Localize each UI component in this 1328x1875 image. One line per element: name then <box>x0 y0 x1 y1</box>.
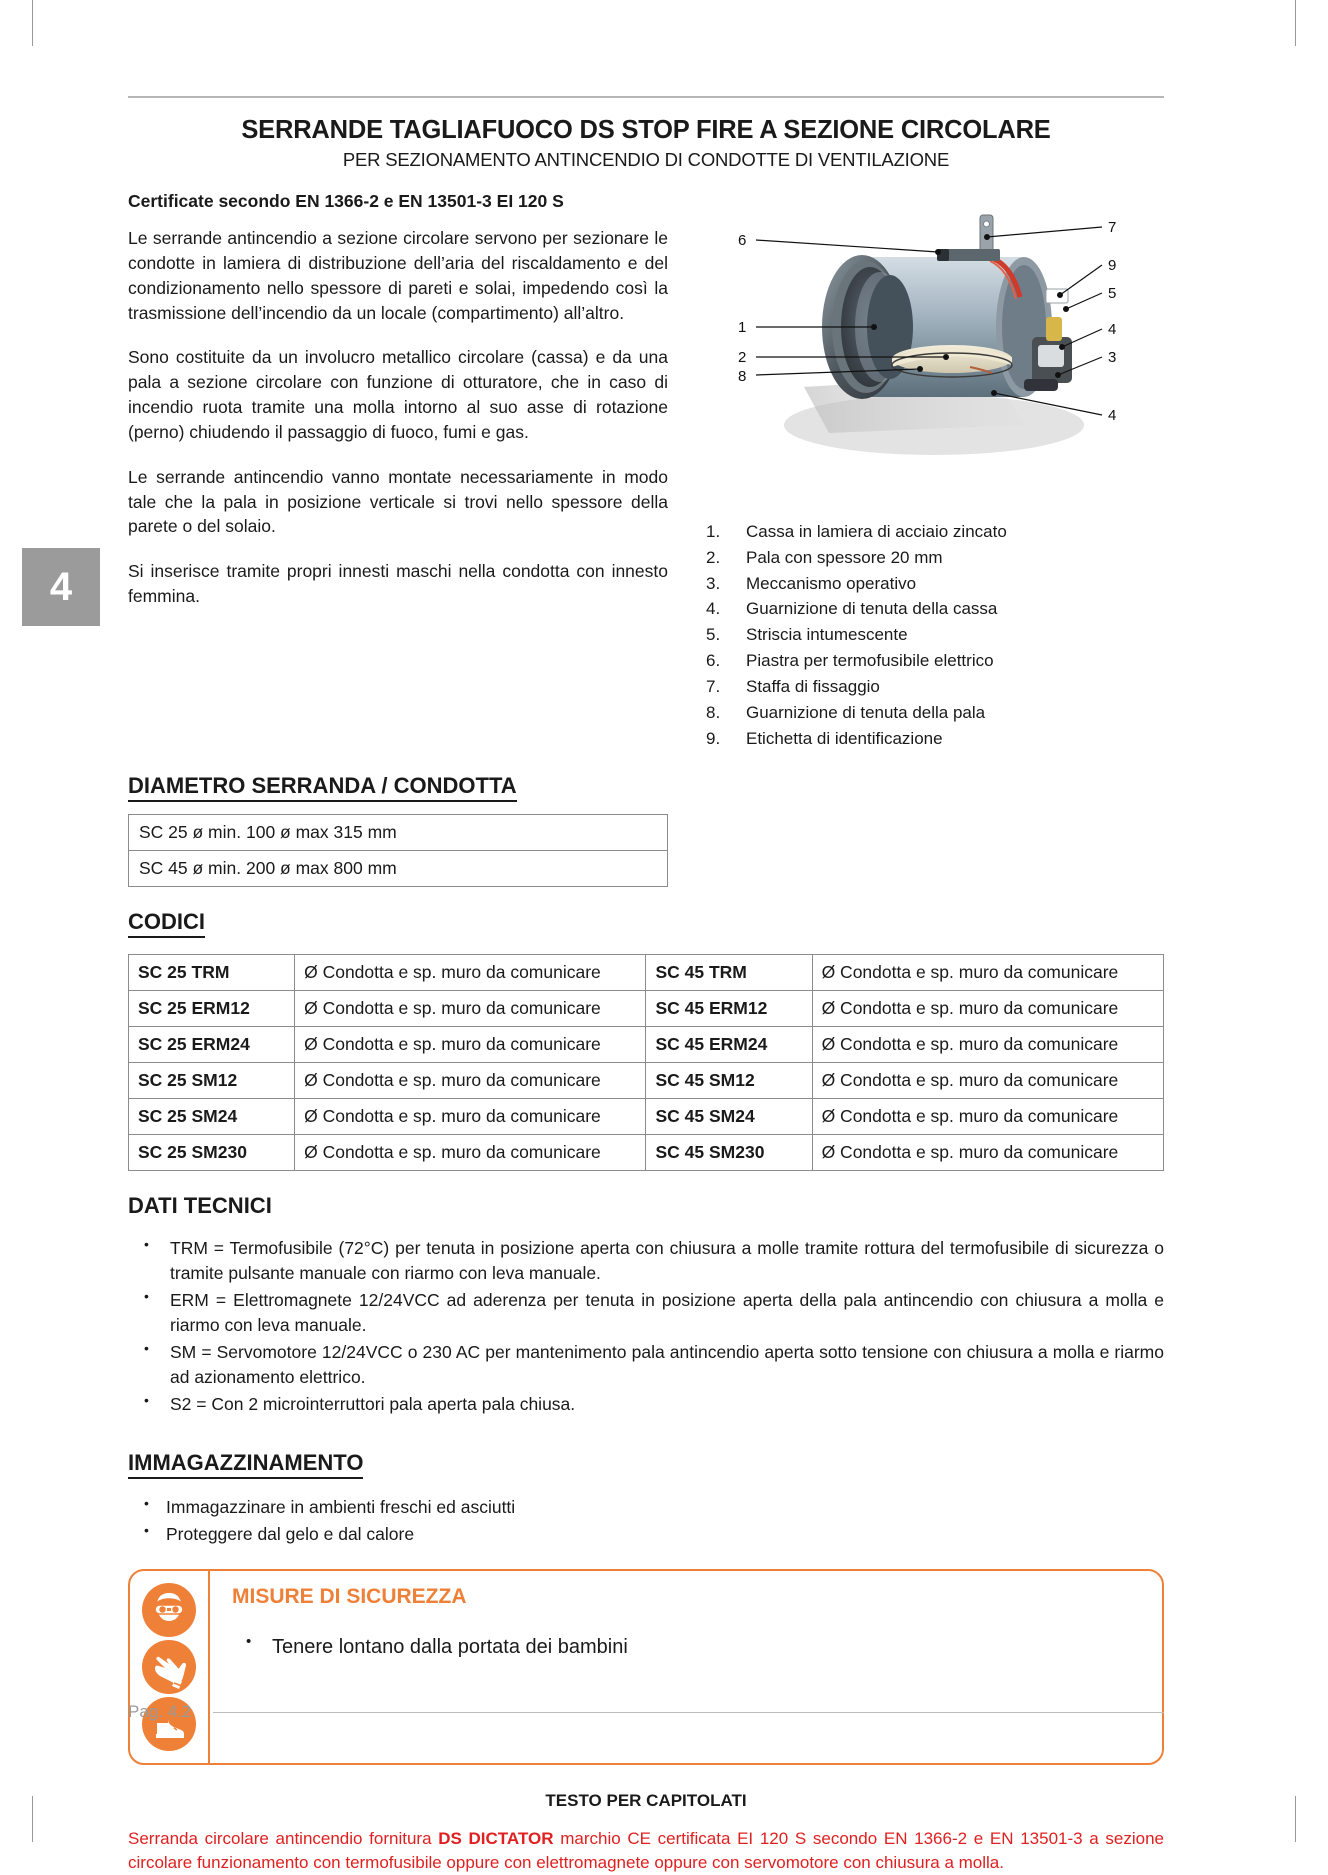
capitolati-text-after: marchio CE certificata EI 120 S secondo EN 1366-2 e EN 13501-3 a sezione circolare funzionamento con termofusibile oppure con elettromagnete oppure con servomotore con chiusura a molla. <box>128 1828 1165 1873</box>
figure-callout-6: 6 <box>738 232 747 249</box>
intro-paragraph-4: Si inserisce tramite propri innesti maschi nella condotta con innesto femmina. <box>128 561 668 607</box>
desc-cell: Ø Condotta e sp. muro da comunicare <box>812 1099 1163 1135</box>
legend-number: 8. <box>706 702 721 722</box>
desc-cell: Ø Condotta e sp. muro da comunicare <box>812 1063 1163 1099</box>
table-row <box>129 955 1164 991</box>
list-item: • ERM = Elettromagnete 12/24VCC ad aderenza per tenuta in posizione aperta della pala antincendio con chiusura a molla e riarmo con leva manuale. <box>128 1288 1164 1337</box>
safety-title: MISURE DI SICUREZZA <box>232 1584 467 1608</box>
legend-number: 9. <box>706 728 721 748</box>
diameter-row: SC 25 ø min. 100 ø max 315 mm <box>139 822 397 843</box>
legend-label: Staffa di fissaggio <box>746 676 880 696</box>
diameter-table <box>128 814 668 887</box>
safety-content <box>208 1571 1162 1763</box>
legend-number: 6. <box>706 651 721 671</box>
desc-cell: Ø Condotta e sp. muro da comunicare <box>812 1027 1163 1063</box>
fire-damper-illustration <box>694 197 1164 497</box>
legend-item <box>694 622 1164 648</box>
code-cell: SC 45 SM12 <box>646 1063 812 1099</box>
list-item: • TRM = Termofusibile (72°C) per tenuta in posizione aperta con chiusura a molle tramite rottura del termofusibile di sicurezza o tramite pulsante manuale con riarmo con leva manuale. <box>128 1236 1164 1285</box>
safety-callout-box <box>128 1569 1164 1765</box>
desc-cell: Ø Condotta e sp. muro da comunicare <box>295 1099 646 1135</box>
list-item: • Immagazzinare in ambienti freschi ed asciutti <box>128 1495 1164 1520</box>
table-row <box>129 1027 1164 1063</box>
legend-item <box>694 648 1164 674</box>
legend-number: 7. <box>706 676 721 696</box>
page-footer <box>128 1702 1164 1722</box>
immagazzinamento-list <box>128 1495 1164 1547</box>
diameter-row: SC 45 ø min. 200 ø max 800 mm <box>129 850 667 886</box>
legend-label: Meccanismo operativo <box>746 573 917 593</box>
figure-callout-4b: 4 <box>1108 407 1117 424</box>
chapter-number-tab <box>22 548 100 626</box>
code-cell: SC 45 ERM12 <box>646 991 812 1027</box>
table-row <box>129 991 1164 1027</box>
legend-number: 3. <box>706 573 721 593</box>
chapter-number: 4 <box>49 564 73 609</box>
intro-paragraph-3: Le serrande antincendio vanno montate necessariamente in modo tale che la pala in posizione verticale si trovi nello spessore della parete o del solaio. <box>128 466 668 537</box>
figure-column <box>694 191 1164 751</box>
codici-table <box>128 954 1164 1171</box>
table-row <box>129 1063 1164 1099</box>
figure-callout-5: 5 <box>1108 285 1117 302</box>
desc-cell: Ø Condotta e sp. muro da comunicare <box>295 1063 646 1099</box>
legend-label: Striscia intumescente <box>746 625 908 645</box>
page-title: SERRANDE TAGLIAFUOCO DS STOP FIRE A SEZIONE CIRCOLARE <box>241 116 1051 144</box>
figure-callout-7: 7 <box>1108 219 1117 236</box>
page-content <box>128 96 1164 1875</box>
desc-cell: Ø Condotta e sp. muro da comunicare <box>812 955 1163 991</box>
code-cell: SC 45 SM24 <box>646 1099 812 1135</box>
legend-item <box>694 545 1164 571</box>
code-cell: SC 25 SM230 <box>129 1135 295 1171</box>
product-figure <box>694 197 1164 497</box>
figure-callout-4a: 4 <box>1108 321 1117 338</box>
safety-icon-strip <box>130 1571 208 1763</box>
footer-rule <box>213 1712 1164 1713</box>
table-row <box>129 1099 1164 1135</box>
crop-mark-bottom-right <box>1295 1796 1296 1842</box>
legend-item <box>694 571 1164 597</box>
code-cell: SC 45 SM230 <box>646 1135 812 1171</box>
capitolati-text <box>128 1827 1164 1875</box>
intro-paragraph-1: Le serrande antincendio a sezione circolare servono per sezionare le condotte in lamiera di distribuzione dell’aria del riscaldamento e del condizionamento nello spessore di pareti e solai, impedendo così la trasmissione dell’incendio da un locale (compartimento) all’altro. <box>128 228 668 323</box>
safety-goggles-icon <box>142 1583 196 1637</box>
table-row <box>129 1135 1164 1171</box>
legend-item <box>694 726 1164 752</box>
header-rule <box>128 96 1164 98</box>
desc-cell: Ø Condotta e sp. muro da comunicare <box>295 1027 646 1063</box>
list-item: • SM = Servomotore 12/24VCC o 230 AC per mantenimento pala antincendio aperta sotto tensione con chiusura a molla e riarmo ad azionamento elettrico. <box>128 1340 1164 1389</box>
legend-label: Cassa in lamiera di acciaio zincato <box>746 522 1007 541</box>
list-item: • Tenere lontano dalla portata dei bambini <box>232 1633 1162 1661</box>
figure-callout-3: 3 <box>1108 349 1117 366</box>
figure-callout-1: 1 <box>738 319 747 336</box>
legend-number: 1. <box>706 522 721 541</box>
code-cell: SC 45 TRM <box>646 955 812 991</box>
figure-callout-8: 8 <box>738 368 747 385</box>
crop-mark-bottom-left <box>32 1796 33 1842</box>
legend-label: Piastra per termofusibile elettrico <box>746 651 994 671</box>
dati-tecnici-list <box>128 1236 1164 1417</box>
code-cell: SC 25 SM24 <box>129 1099 295 1135</box>
page-number: Pag. 4.2 <box>128 1702 192 1721</box>
legend-number: 5. <box>706 625 721 645</box>
code-cell: SC 45 ERM24 <box>646 1027 812 1063</box>
capitolati-text-before: Serranda circolare antincendio fornitura <box>128 1828 439 1848</box>
page-subtitle: PER SEZIONAMENTO ANTINCENDIO DI CONDOTTE DI VENTILAZIONE <box>342 149 950 170</box>
certification-line: Certificate secondo EN 1366-2 e EN 13501-3 EI 120 S <box>128 191 564 211</box>
code-cell: SC 25 SM12 <box>129 1063 295 1099</box>
section-heading-diametro: DIAMETRO SERRANDA / CONDOTTA <box>128 773 517 802</box>
legend-item <box>694 596 1164 622</box>
desc-cell: Ø Condotta e sp. muro da comunicare <box>812 991 1163 1027</box>
intro-columns <box>128 191 1164 751</box>
legend-item <box>694 674 1164 700</box>
legend-number: 4. <box>706 599 721 619</box>
list-item: • Proteggere dal gelo e dal calore <box>128 1522 1164 1547</box>
desc-cell: Ø Condotta e sp. muro da comunicare <box>295 955 646 991</box>
section-heading-immagazzinamento: IMMAGAZZINAMENTO <box>128 1450 363 1479</box>
legend-item <box>694 700 1164 726</box>
section-heading-codici: CODICI <box>128 909 205 938</box>
capitolati-title: TESTO PER CAPITOLATI <box>545 1790 747 1810</box>
figure-callout-9: 9 <box>1108 257 1117 274</box>
safety-gloves-icon <box>142 1640 196 1694</box>
crop-mark-top-right <box>1295 0 1296 46</box>
legend-label: Pala con spessore 20 mm <box>746 547 943 567</box>
crop-mark-top-left <box>32 0 33 46</box>
legend-label: Etichetta di identificazione <box>746 728 943 748</box>
capitolati-brand: DS DICTATOR <box>438 1828 554 1848</box>
figure-callout-2: 2 <box>738 349 747 366</box>
legend-number: 2. <box>706 547 721 567</box>
intro-paragraph-2: Sono costituite da un involucro metallico circolare (cassa) e da una pala a sezione circolare con funzione di otturatore, che in caso di incendio ruota tramite una molla intorno al suo asse di rotazione (perno) chiudendo il passaggio di fuoco, fumi e gas. <box>128 347 668 442</box>
desc-cell: Ø Condotta e sp. muro da comunicare <box>812 1135 1163 1171</box>
figure-legend <box>694 519 1164 751</box>
desc-cell: Ø Condotta e sp. muro da comunicare <box>295 1135 646 1171</box>
legend-item <box>694 519 1164 545</box>
legend-label: Guarnizione di tenuta della cassa <box>746 599 998 619</box>
list-item: • S2 = Con 2 microinterruttori pala aperta pala chiusa. <box>128 1392 1164 1417</box>
intro-text-column <box>128 191 668 609</box>
code-cell: SC 25 TRM <box>129 955 295 991</box>
section-heading-dati-tecnici: DATI TECNICI <box>128 1193 272 1219</box>
code-cell: SC 25 ERM12 <box>129 991 295 1027</box>
safety-list <box>232 1633 1162 1661</box>
legend-label: Guarnizione di tenuta della pala <box>746 702 986 722</box>
desc-cell: Ø Condotta e sp. muro da comunicare <box>295 991 646 1027</box>
code-cell: SC 25 ERM24 <box>129 1027 295 1063</box>
